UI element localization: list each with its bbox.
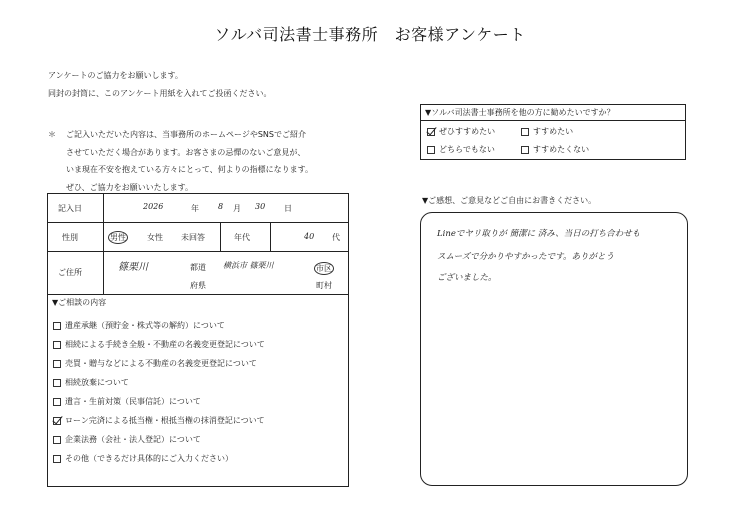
checkbox[interactable] [53,379,61,387]
checkbox[interactable] [53,398,61,406]
year-value[interactable]: 2026 [143,202,164,211]
consultation-item[interactable]: 遺産承継（預貯金・株式等の解約）について [53,320,225,331]
notes-block [48,126,378,196]
recommend-option-no[interactable]: すすめたくない [521,144,589,155]
consultation-item[interactable]: 相続放棄について [53,377,129,388]
month-unit: 月 [233,204,241,213]
city-value[interactable]: 横浜市 篠栗川 [223,261,274,270]
notes-line: ぜひ、ご協力をお願いいたします。 [66,182,194,192]
prefecture-unit-2: 府県 [190,281,206,290]
intro-line-2: 同封の封筒に、このアンケート用紙を入れてご投函ください。 [48,89,272,98]
comment-line: ございました。 [437,273,497,283]
consultation-heading: ▼ご相談の内容 [52,298,107,307]
recommend-box [420,104,686,160]
recommend-heading: ▼ソルバ司法書士事務所を他の方に勧めたいですか？ [421,105,685,121]
consultation-item[interactable]: 企業法務（会社・法人登記）について [53,434,201,445]
checkbox[interactable] [427,146,435,154]
checkbox[interactable] [53,360,61,368]
day-unit: 日 [284,204,292,213]
notes-line: いま現在不安を抱えている方々にとって、何よりの指標になります。 [66,165,314,174]
checkbox[interactable] [53,436,61,444]
gender-option-female[interactable]: 女性 [147,233,163,242]
recommend-option-strongly[interactable]: ぜひすすめたい [427,126,495,137]
checkbox[interactable] [521,146,529,154]
checkbox[interactable] [521,128,529,136]
gender-option-none[interactable]: 未回答 [181,233,205,242]
gender-label: 性別 [62,233,78,242]
checkbox-checked[interactable] [53,417,61,425]
year-unit: 年 [191,204,199,213]
comment-line: Lineでヤリ取りが 簡潔に 済み、当日の打ち合わせも [437,229,641,239]
month-value[interactable]: 8 [218,202,224,211]
city-unit-2: 町村 [316,281,332,290]
consultation-item[interactable]: 遺言・生前対策（民事信託）について [53,396,201,407]
date-label: 記入日 [58,204,82,213]
consultation-item-checked[interactable]: ローン完済による抵当権・根抵当権の抹消登記について [53,415,265,426]
age-value[interactable]: 40 [304,232,315,241]
consultation-item[interactable]: 売買・贈与などによる不動産の名義変更登記について [53,358,257,369]
city-unit-1 [314,262,334,275]
comment-line: スムーズで分かりやすかったです。ありがとう [437,252,614,262]
prefecture-unit-1: 都道 [190,263,206,272]
comments-heading: ▼ご感想、ご意見などご自由にお書きください。 [422,196,597,205]
intro-line-1: アンケートのご協力をお願いします。 [48,71,183,80]
consultation-item[interactable]: 相続による手続き全般・不動産の名義変更登記について [53,339,265,350]
day-value[interactable]: 30 [255,202,266,211]
age-label: 年代 [234,233,250,242]
checkbox-checked[interactable] [427,128,435,136]
checkbox[interactable] [53,455,61,463]
gender-option-male[interactable] [108,231,128,244]
comments-box[interactable] [420,212,688,486]
notes-line: ご記入いただいた内容は、当事務所のホームページやSNSでご紹介 [66,130,306,139]
consultation-item[interactable]: その他（できるだけ具体的にご入力ください） [53,453,233,464]
city-unit-circled: 市区 [316,264,332,273]
notes-line: させていただく場合があります。お客さまの忌憚のないご意見が、 [66,147,306,157]
checkbox[interactable] [53,322,61,330]
recommend-option-yes[interactable]: すすめたい [521,126,573,137]
checkbox[interactable] [53,341,61,349]
page-title: ソルバ司法書士事務所 お客様アンケート [214,25,526,44]
recommend-option-neutral[interactable]: どちらでもない [427,144,495,155]
prefecture-value[interactable]: 篠栗川 [118,262,148,273]
address-label: ご住所 [58,268,82,277]
asterisk-mark: ＊ [48,130,56,139]
gender-male-circled: 男性 [110,233,126,242]
age-unit: 代 [332,233,340,242]
